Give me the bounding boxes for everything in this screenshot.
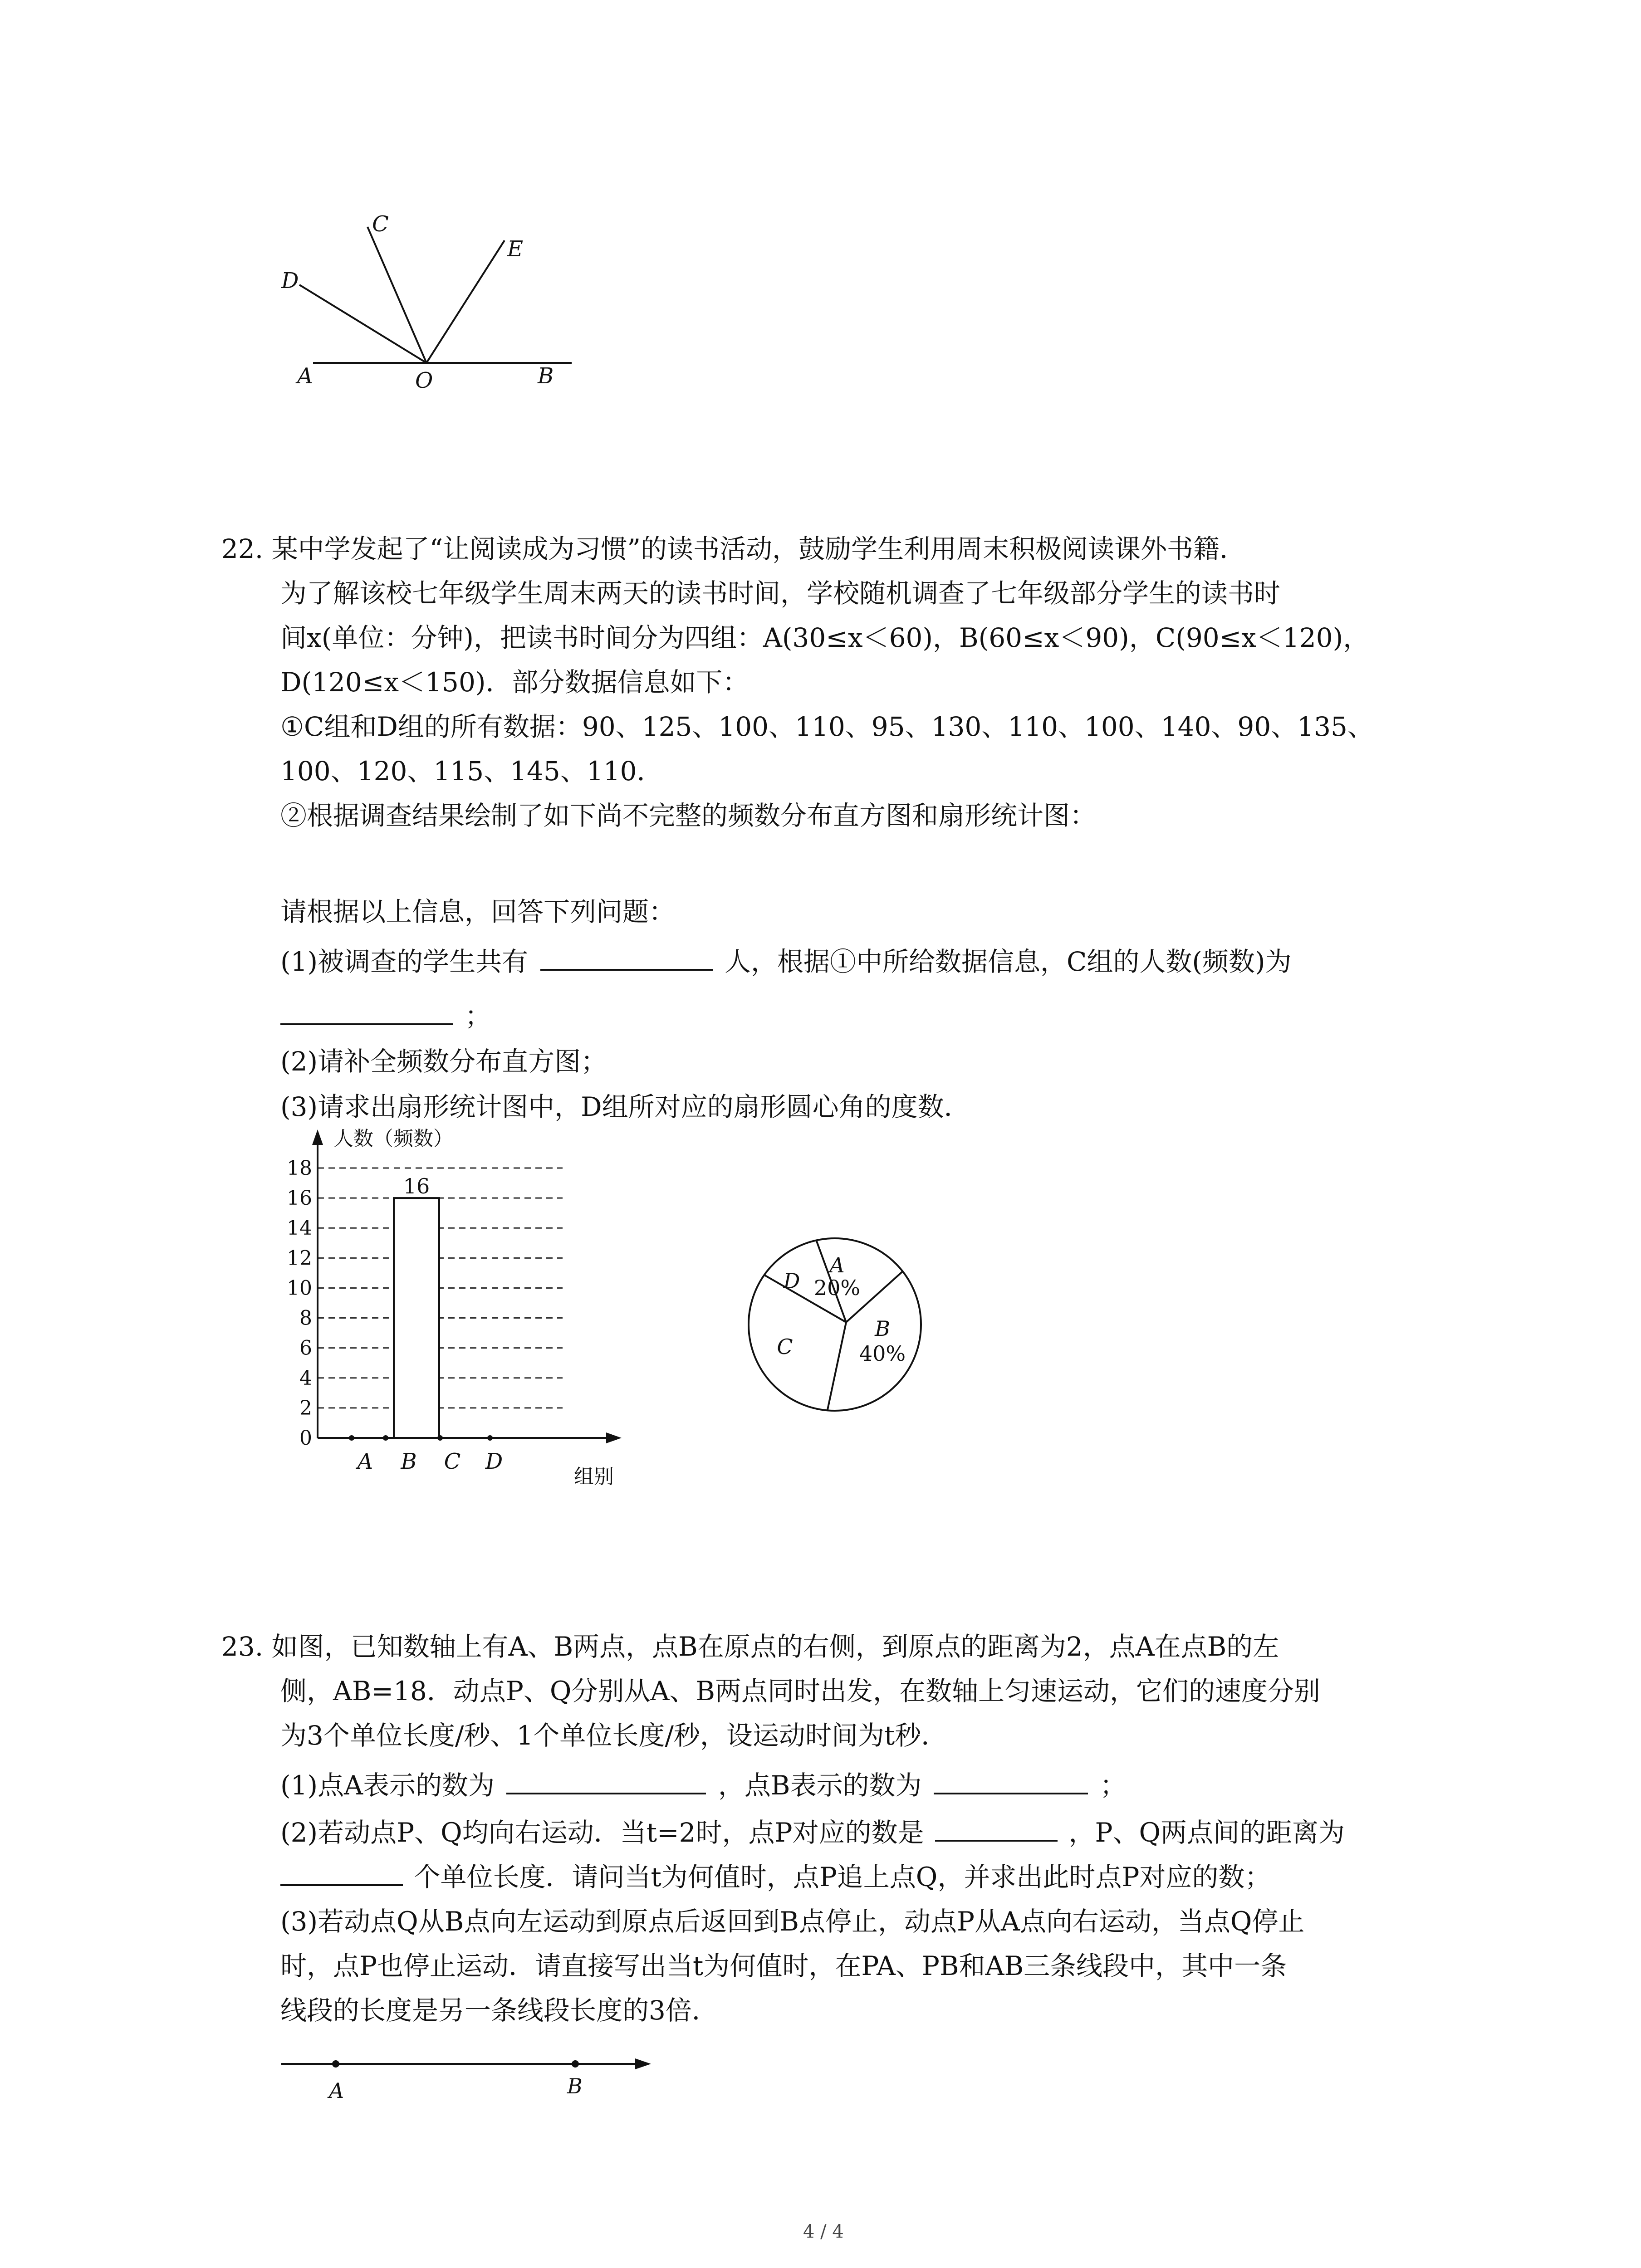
q22-line-4: D(120≤x＜150)．部分数据信息如下： <box>280 667 749 698</box>
pie-slice-label-c: C <box>777 1334 793 1359</box>
label-e: E <box>507 236 524 262</box>
q23-part1-text-b: ，点B表示的数为 <box>718 1770 922 1801</box>
q22-answer-blank-2[interactable] <box>280 998 453 1025</box>
x-category-label: B <box>401 1449 417 1474</box>
label-o: O <box>415 368 433 393</box>
x-axis-label: 组别 <box>574 1465 614 1488</box>
q22-part3: (3)请求出扇形统计图中，D组所对应的扇形圆心角的度数． <box>280 1091 970 1122</box>
pie-slice-percent-b: 40% <box>859 1341 906 1366</box>
y-axis-arrow <box>312 1129 323 1145</box>
q23-line-1: 23. 如图，已知数轴上有A、B两点，点B在原点的右侧，到原点的距离为2，点A在点B的左 <box>221 1631 1279 1662</box>
q23-part2-text-b: ，P、Q两点间的距离为 <box>1068 1817 1345 1848</box>
q23-part2-cont <box>280 1859 1271 1895</box>
q23-part3-line-2: 时，点P也停止运动．请直接写出当t为何值时，在PA、PB和AB三条线段中，其中一条 <box>280 1950 1287 1981</box>
y-tick-label: 16 <box>287 1187 312 1210</box>
q23-answer-blank-2[interactable] <box>934 1767 1088 1794</box>
q23-line-3: 为3个单位长度/秒、1个单位长度/秒，设运动时间为t秒． <box>280 1720 948 1751</box>
q22-answer-blank-1[interactable] <box>540 943 713 971</box>
pie-slice-label-d: D <box>783 1269 800 1293</box>
bar-data-label: 16 <box>403 1174 430 1199</box>
q23-part2-text-a: (2)若动点P、Q均向右运动．当t=2时，点P对应的数是 <box>280 1817 924 1848</box>
y-tick-label: 6 <box>299 1336 312 1360</box>
number-line-label-a: A <box>329 2078 344 2103</box>
q22-part1-text-a: (1)被调查的学生共有 <box>280 946 529 977</box>
q22-line-5: ①C组和D组的所有数据：90、125、100、110、95、130、110、100、140、90、135、 <box>280 711 1374 742</box>
q23-answer-blank-1[interactable] <box>506 1767 706 1794</box>
point-a <box>332 2060 339 2068</box>
frequency-histogram <box>254 1125 662 1497</box>
q22-line-3: 间x(单位：分钟)，把读书时间分为四组：A(30≤x＜60)，B(60≤x＜90)，C(90≤x＜120)， <box>280 622 1370 653</box>
x-category-label: D <box>485 1449 503 1474</box>
q22-part1 <box>280 943 1292 980</box>
q23-part1-text-a: (1)点A表示的数为 <box>280 1770 495 1801</box>
q22-line-1: 22. 某中学发起了“让阅读成为习惯”的读书活动，鼓励学生利用周末积极阅读课外书籍． <box>221 533 1246 564</box>
q23-part2-text-c: 个单位长度．请问当t为何值时，点P追上点Q，并求出此时点P对应的数； <box>414 1862 1271 1892</box>
q22-part2: (2)请补全频数分布直方图； <box>280 1046 607 1077</box>
label-b: B <box>538 363 554 389</box>
point-b <box>572 2060 579 2068</box>
y-tick-label: 10 <box>287 1276 312 1300</box>
x-category-label: A <box>357 1449 373 1474</box>
q23-part1 <box>280 1767 1126 1804</box>
q22-line-6: 100、120、115、145、110． <box>280 756 663 787</box>
q22-part1-text-b: 人，根据①中所给数据信息，C组的人数(频数)为 <box>725 946 1292 977</box>
q22-part1-cont <box>280 998 491 1034</box>
q23-part1-text-c: ； <box>1100 1770 1127 1801</box>
pie-slice-label-a: A <box>829 1253 845 1277</box>
bar-b <box>394 1198 439 1438</box>
q23-part3-line-3: 线段的长度是另一条线段长度的3倍． <box>280 1995 718 2026</box>
q23-answer-blank-3[interactable] <box>935 1814 1058 1842</box>
x-category-label: C <box>444 1449 461 1474</box>
number-line-arrow <box>635 2058 651 2069</box>
y-tick-label: 18 <box>287 1157 312 1180</box>
y-tick-label: 8 <box>299 1306 312 1330</box>
label-d: D <box>281 268 299 293</box>
q22-line-7: ②根据调查结果绘制了如下尚不完整的频数分布直方图和扇形统计图： <box>280 800 1097 831</box>
q22-line-8: 请根据以上信息，回答下列问题： <box>280 896 676 927</box>
y-tick-label: 14 <box>287 1217 312 1240</box>
label-c: C <box>372 211 389 237</box>
number-line-label-b: B <box>567 2074 583 2098</box>
page-number: 4 / 4 <box>803 2221 844 2242</box>
q22-line-2: 为了解该校七年级学生周末两天的读书时间，学校随机调查了七年级部分学生的读书时 <box>280 578 1281 609</box>
y-axis-label: 人数（频数） <box>333 1127 453 1150</box>
q23-part2 <box>280 1814 1345 1851</box>
q23-part3-line-1: (3)若动点Q从B点向左运动到原点后返回到B点停止，动点P从A点向右运动，当点Q停止 <box>280 1906 1305 1937</box>
label-a: A <box>297 363 313 389</box>
q23-answer-blank-4[interactable] <box>280 1859 403 1886</box>
angle-figure <box>254 204 599 404</box>
q23-line-2: 侧，AB=18．动点P、Q分别从A、B两点同时出发，在数轴上匀速运动，它们的速度分别 <box>280 1676 1320 1706</box>
number-line <box>272 2041 662 2114</box>
pie-slice-label-b: B <box>875 1316 890 1341</box>
y-tick-label: 2 <box>299 1396 312 1420</box>
q22-part1-text-c: ； <box>465 1001 491 1031</box>
y-tick-label: 12 <box>287 1246 312 1270</box>
y-tick-label: 0 <box>299 1427 312 1450</box>
x-axis-arrow <box>606 1432 622 1443</box>
pie-slice-percent-a: 20% <box>813 1276 861 1300</box>
pie-chart <box>735 1225 935 1424</box>
y-tick-label: 4 <box>299 1366 312 1390</box>
